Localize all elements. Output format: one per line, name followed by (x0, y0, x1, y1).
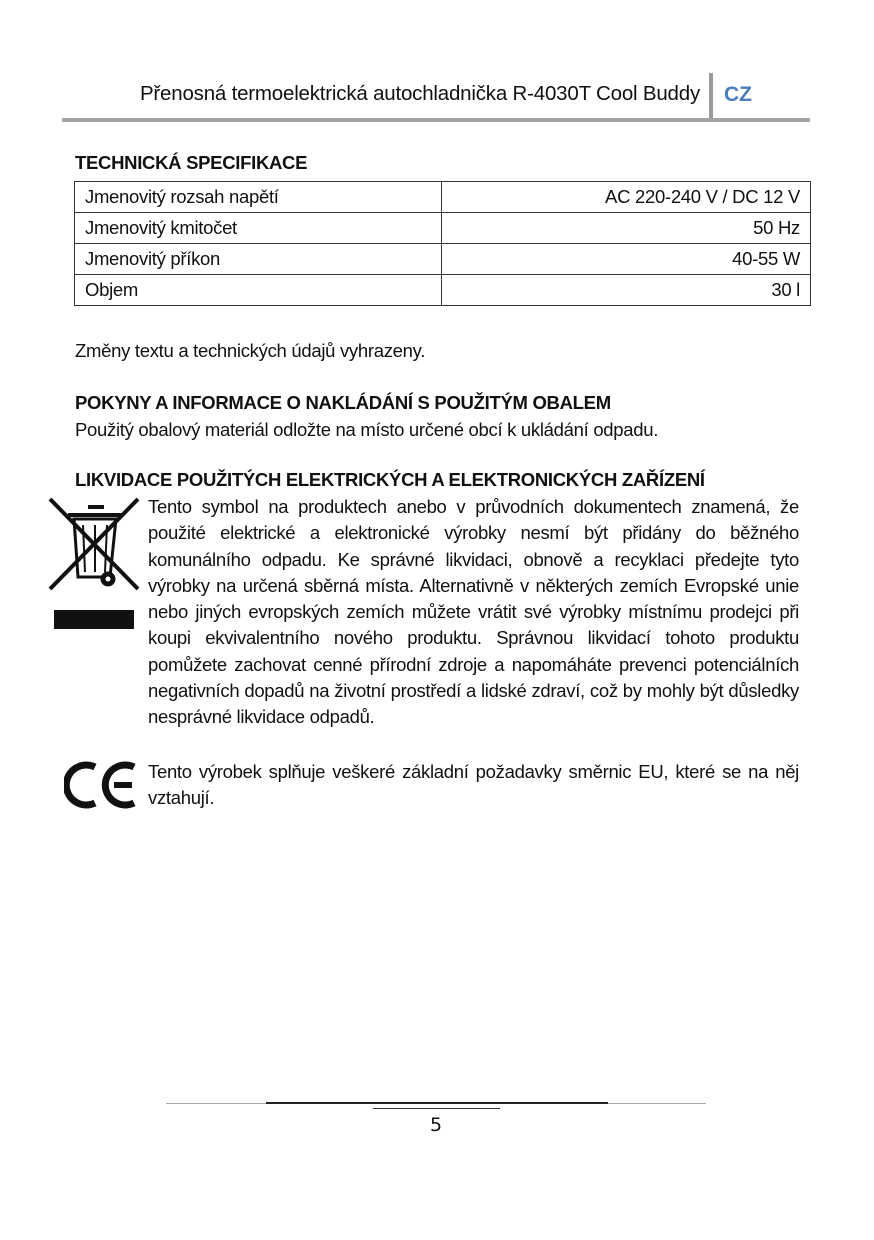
conformity-text: Tento výrobek splňuje veškeré základní požadavky směrnic EU, které se na něj vztahují. (148, 761, 799, 809)
disposal-text: Tento symbol na produktech anebo v průvodních dokumentech znamená, že použité elektrické a elektronické výrobky nesmí být přidány do běžného komunálního odpadu. Ke správné likvidaci, obnově a recyklaci předejte tyto výrobky na určená sběrná místa. Alternativně v některých zemích Evropské unie nebo jiných evropských zemích můžete vrátit své výrobky místnímu prodejci při koupi ekvivalentního nového produktu. Správnou likvidací tohoto produktu pomůžete zachovat cenné přírodní zdroje a napomáháte prevenci potenciálních negativních dopadů na životní prostředí a lidské zdraví, což by mohly být důsledky nesprávné likvidace odpadů. (148, 496, 799, 728)
disposal-heading: LIKVIDACE POUŽITÝCH ELEKTRICKÝCH A ELEKTRONICKÝCH ZAŘÍZENÍ (75, 469, 705, 490)
footer-divider (373, 1108, 500, 1109)
table-row (75, 182, 811, 213)
packaging-heading: POKYNY A INFORMACE O NAKLÁDÁNÍ S POUŽITÝM OBALEM (75, 392, 611, 413)
weee-crossed-bin-icon (48, 497, 140, 638)
language-code: CZ (724, 83, 752, 106)
spec-label: Jmenovitý rozsah napětí (75, 182, 442, 213)
packaging-text: Použitý obalový materiál odložte na místo určené obcí k ukládání odpadu. (75, 419, 659, 440)
table-row (75, 244, 811, 275)
table-row (75, 275, 811, 306)
header-divider (709, 73, 713, 121)
spec-label: Objem (75, 275, 442, 306)
table-row (75, 213, 811, 244)
page-number: 5 (429, 1114, 443, 1136)
header-rule (62, 118, 810, 122)
changes-notice: Změny textu a technických údajů vyhrazeny. (75, 340, 426, 361)
spec-heading: TECHNICKÁ SPECIFIKACE (75, 152, 308, 173)
spec-table (74, 181, 811, 306)
spec-value: AC 220-240 V / DC 12 V (442, 182, 811, 213)
spec-label: Jmenovitý příkon (75, 244, 442, 275)
spec-label: Jmenovitý kmitočet (75, 213, 442, 244)
spec-value: 50 Hz (442, 213, 811, 244)
spec-value: 30 l (442, 275, 811, 306)
document-title: Přenosná termoelektrická autochladnička R-4030T Cool Buddy (139, 82, 700, 105)
spec-value: 40-55 W (442, 244, 811, 275)
ce-mark-icon (64, 759, 140, 816)
footer-divider (266, 1102, 608, 1104)
